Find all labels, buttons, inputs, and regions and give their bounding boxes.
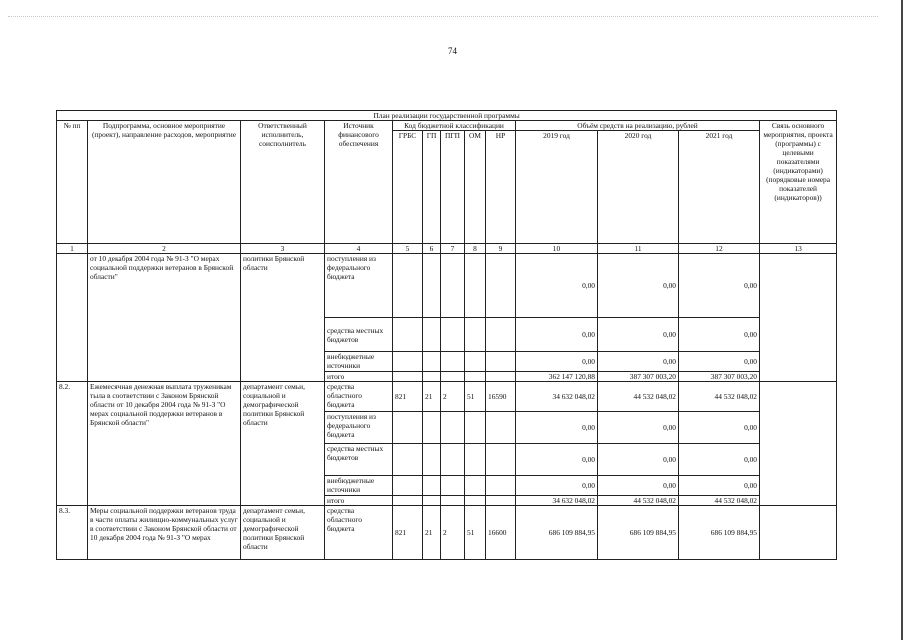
- table-row: [57, 506, 837, 560]
- value-2021: 44 532 048,02: [679, 382, 760, 412]
- code-grbs: 821: [393, 506, 423, 560]
- header-link: Связь основного мероприятия, проекта (программы) с целевыми показателями (индикаторами) (порядковые номера показателей (индикаторов)): [760, 121, 837, 244]
- value-2019: 686 109 884,95: [516, 506, 598, 560]
- program-plan-table: [56, 110, 837, 560]
- value-2021: 686 109 884,95: [679, 506, 760, 560]
- total-2019: 34 632 048,02: [516, 496, 598, 506]
- value-2021: 0,00: [679, 318, 760, 352]
- row-link: [760, 506, 837, 560]
- total-2020: 387 307 003,20: [598, 372, 679, 382]
- code-pgp: 2: [441, 506, 465, 560]
- value-2020: 0,00: [598, 318, 679, 352]
- row-executor: департамент семьи, социальной и демографической политики Брянской области: [241, 506, 325, 560]
- row-link: [760, 254, 837, 382]
- header-row: [57, 121, 837, 131]
- header-grbs: ГРБС: [393, 131, 423, 244]
- page-number: 74: [448, 46, 457, 56]
- value-2021: 0,00: [679, 254, 760, 318]
- col-number: 11: [598, 244, 679, 254]
- value-2019: 34 632 048,02: [516, 382, 598, 412]
- table-row: [57, 382, 837, 412]
- value-2019: 0,00: [516, 254, 598, 318]
- table-title: План реализации государственной программы: [57, 111, 837, 121]
- row-executor: департамент семьи, социальной и демографической политики Брянской области: [241, 382, 325, 506]
- code-pgp: 2: [441, 382, 465, 412]
- col-number: 9: [486, 244, 516, 254]
- scan-noise-line: [8, 16, 878, 17]
- total-2019: 362 147 120,88: [516, 372, 598, 382]
- header-num: № пп: [57, 121, 88, 244]
- header-2019: 2019 год: [516, 131, 598, 244]
- value-2020: 0,00: [598, 444, 679, 476]
- value-2021: 0,00: [679, 476, 760, 496]
- value-2019: 0,00: [516, 476, 598, 496]
- row-source: средства местных бюджетов: [325, 318, 393, 352]
- row-source: средства областного бюджета: [325, 382, 393, 412]
- col-number: 1: [57, 244, 88, 254]
- col-number: 6: [423, 244, 441, 254]
- row-num: 8.2.: [57, 382, 88, 506]
- row-source: итого: [325, 372, 393, 382]
- row-source: средства местных бюджетов: [325, 444, 393, 476]
- row-source: поступления из федерального бюджета: [325, 254, 393, 318]
- code-om: 51: [465, 382, 486, 412]
- row-num: 8.3.: [57, 506, 88, 560]
- value-2020: 0,00: [598, 476, 679, 496]
- value-2021: 0,00: [679, 352, 760, 372]
- code-om: 51: [465, 506, 486, 560]
- code-np: 16600: [486, 506, 516, 560]
- header-2021: 2021 год: [679, 131, 760, 244]
- header-om: ОМ: [465, 131, 486, 244]
- header-2020: 2020 год: [598, 131, 679, 244]
- header-executor: Ответственный исполнитель, соисполнитель: [241, 121, 325, 244]
- header-source: Источник финансового обеспечения: [325, 121, 393, 244]
- total-2021: 387 307 003,20: [679, 372, 760, 382]
- value-2019: 0,00: [516, 318, 598, 352]
- value-2021: 0,00: [679, 444, 760, 476]
- row-source: итого: [325, 496, 393, 506]
- row-link: [760, 382, 837, 506]
- header-pgp: ПГП: [441, 131, 465, 244]
- total-2020: 44 532 048,02: [598, 496, 679, 506]
- code-gp: 21: [423, 506, 441, 560]
- col-number: 2: [88, 244, 241, 254]
- table-row: [57, 254, 837, 318]
- row-source: поступления из федерального бюджета: [325, 412, 393, 444]
- col-number: 10: [516, 244, 598, 254]
- header-budget-code: Код бюджетной классификации: [393, 121, 516, 131]
- value-2020: 0,00: [598, 412, 679, 444]
- row-source: внебюджетные источники: [325, 476, 393, 496]
- table-title-row: [57, 111, 837, 121]
- row-num: [57, 254, 88, 382]
- value-2019: 0,00: [516, 444, 598, 476]
- header-gp: ГП: [423, 131, 441, 244]
- row-program: Ежемесячная денежная выплата труженикам тыла в соответствии с Законом Брянской области от 10 декабря 2004 года № 91-З "О мерах социальной поддержки ветеранов в Брянской области": [88, 382, 241, 506]
- col-number: 8: [465, 244, 486, 254]
- scan-edge: [901, 0, 903, 640]
- col-number: 5: [393, 244, 423, 254]
- col-number: 12: [679, 244, 760, 254]
- row-program: от 10 декабря 2004 года № 91-З "О мерах социальной поддержки ветеранов в Брянской области": [88, 254, 241, 382]
- row-source: средства областного бюджета: [325, 506, 393, 560]
- total-2021: 44 532 048,02: [679, 496, 760, 506]
- row-executor: политики Брянской области: [241, 254, 325, 382]
- value-2020: 686 109 884,95: [598, 506, 679, 560]
- value-2020: 0,00: [598, 352, 679, 372]
- col-number: 4: [325, 244, 393, 254]
- value-2020: 0,00: [598, 254, 679, 318]
- code-grbs: 821: [393, 382, 423, 412]
- col-number: 13: [760, 244, 837, 254]
- col-number: 7: [441, 244, 465, 254]
- value-2020: 44 532 048,02: [598, 382, 679, 412]
- code-gp: 21: [423, 382, 441, 412]
- header-program: Подпрограмма, основное мероприятие (проект), направление расходов, мероприятие: [88, 121, 241, 244]
- header-np: НР: [486, 131, 516, 244]
- row-program: Меры социальной поддержки ветеранов труда в части оплаты жилищно-коммунальных услуг в соответствии с Законом Брянской области от 10 декабря 2004 года № 91-З "О мерах: [88, 506, 241, 560]
- column-numbers-row: [57, 244, 837, 254]
- value-2021: 0,00: [679, 412, 760, 444]
- header-funds: Объём средств на реализацию, рублей: [516, 121, 760, 131]
- row-source: внебюджетные источники: [325, 352, 393, 372]
- value-2019: 0,00: [516, 412, 598, 444]
- code-np: 16590: [486, 382, 516, 412]
- value-2019: 0,00: [516, 352, 598, 372]
- col-number: 3: [241, 244, 325, 254]
